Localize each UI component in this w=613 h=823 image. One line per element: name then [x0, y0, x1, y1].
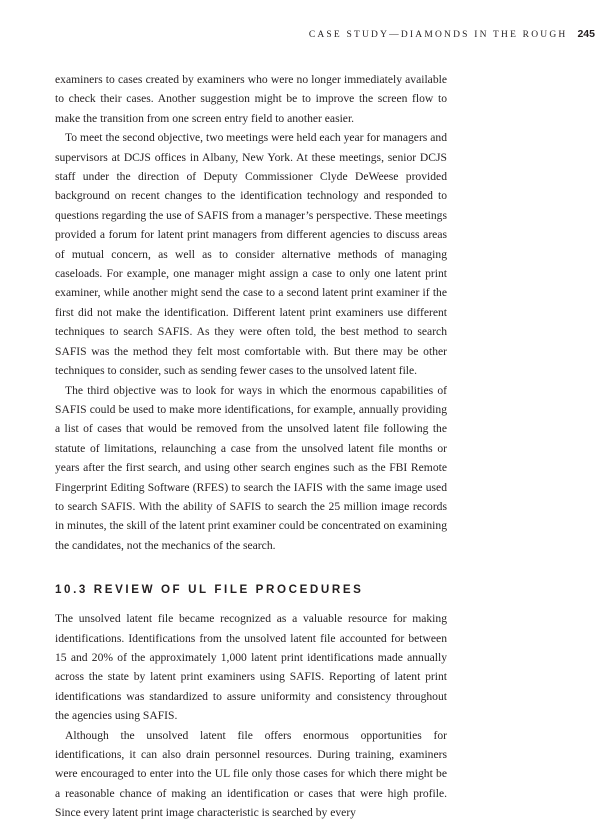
paragraph-ul-file-resources-drain: Although the unsolved latent file offers enormous opportunities for identifications, it can also drain personnel resources. During training, examiners were encouraged to enter into the UL file only those cases for which there might be a reasonable chance of making an identification or cases that were high profile. Since every latent print image characteristic is searched by every — [55, 728, 447, 820]
running-head-title: CASE STUDY—DIAMONDS IN THE ROUGH — [308, 30, 568, 40]
paragraph-continued: examiners to cases created by examiners who were no longer immediately available to check their cases. Another suggestion might be to improve the screen flow to make the transition from one screen entry field to another easier. — [55, 73, 447, 125]
running-head — [309, 28, 595, 40]
paragraph-second-objective: To meet the second objective, two meetings were held each year for managers and supervisors at DCJS offices in Albany, New York. At these meetings, senior DCJS staff under the direction of Deputy Commissioner Clyde DeWeese provided background on recent changes to the identification technology and responded to questions regarding the use of SAFIS from a manager’s perspective. These meetings provided a forum for latent print managers from different agencies to discuss areas of mutual concern, as well as to consider alternative methods of managing caseloads. For example, one manager might assign a case to only one latent print examiner, while another might send the case to a second latent print examiner if the first did not make the identification. Different latent print examiners use different techniques to search SAFIS. As they were often told, the best method to search SAFIS was the method they felt most comfortable with. But there may be other techniques to consider, such as sending fewer cases to the unsolved latent file. — [55, 131, 447, 378]
paragraph-ul-file-resource: The unsolved latent file became recognized as a valuable resource for making identifications. Identifications from the unsolved latent file accounted for between 15 and 20% of the approximately 1,000 latent print identifications made annually across the state by latent print examiners using SAFIS. Reporting of latent print identifications was standardized to assure uniformity and consistency throughout the agencies using SAFIS. — [55, 612, 447, 723]
paragraph-third-objective: The third objective was to look for ways in which the enormous capabilities of SAFIS could be used to make more identifications, for example, annually providing a list of cases that would be removed from the unsolved latent file following the statute of limitations, relaunching a case from the unsolved latent file months or years after the first search, and using other search engines such as the FBI Remote Fingerprint Editing Software (RFES) to search the IAFIS with the same image used to search SAFIS. With the ability of SAFIS to search the 25 million image records in minutes, the skill of the latent print examiner could be concentrated on examining the candidates, not the mechanics of the search. — [55, 383, 447, 552]
section-heading: 10.3 REVIEW OF UL FILE PROCEDURES — [55, 583, 364, 597]
body-text — [55, 70, 447, 823]
page-number: 245 — [577, 28, 595, 40]
